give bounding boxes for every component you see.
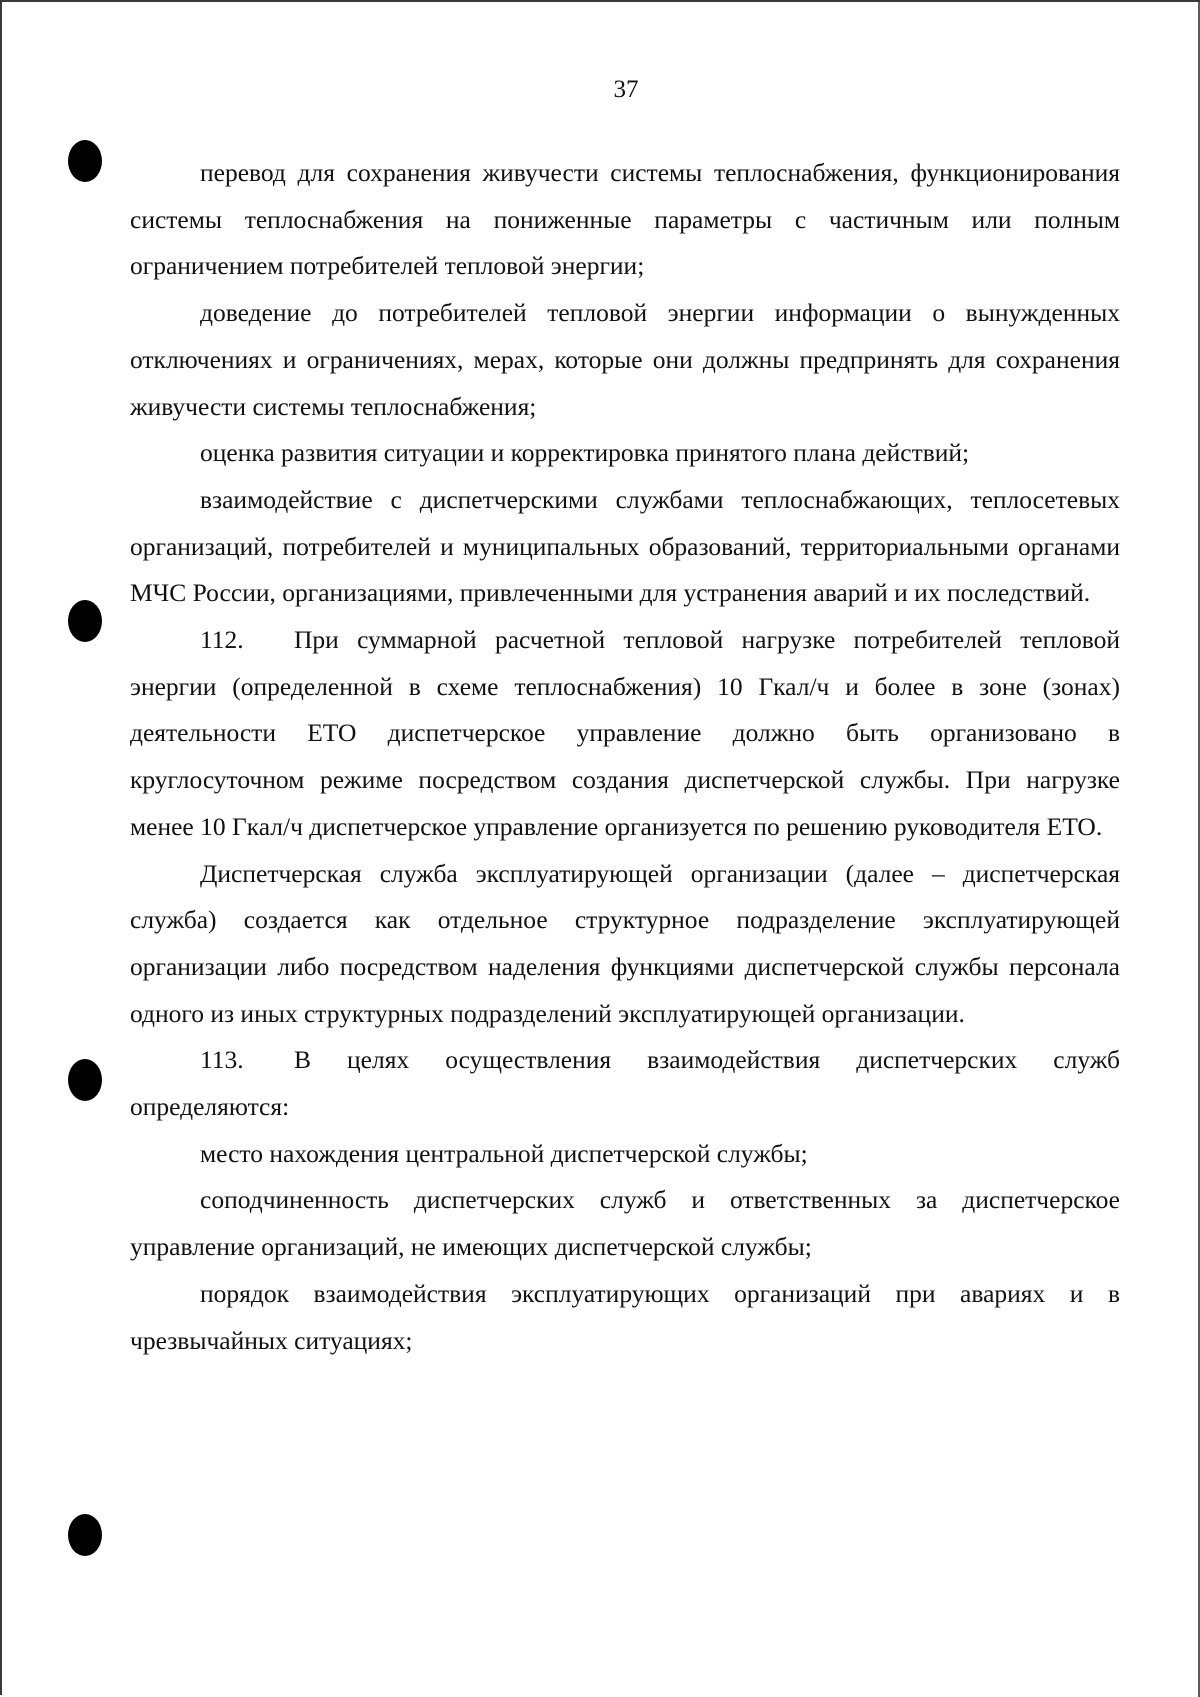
paragraph: перевод для сохранения живучести системы теплоснабжения, функционирования системы теплоснабжения на пониженные параметры с частичным или полным ограничением потребителей тепловой энергии; (130, 158, 1120, 281)
numbered-clause (130, 1037, 1120, 1130)
clause-text: При суммарной расчетной тепловой нагрузке потребителей тепловой энергии (определенной в схеме теплоснабжения) 10 Гкал/ч и более в зоне (зонах) деятельности ЕТО диспетчерское управление должно быть организовано в круглосуточном режиме посредством создания диспетчерской службы. При нагрузке менее 10 Гкал/ч диспетчерское управление организуется по решению руководителя ЕТО. (130, 625, 1120, 841)
paragraph: оценка развития ситуации и корректировка принятого плана действий; (200, 438, 970, 468)
punch-hole-mark (68, 140, 102, 182)
paragraph: доведение до потребителей тепловой энергии информации о вынужденных отключениях и ограничениях, мерах, которые они должны предпринять для сохранения живучести системы теплоснабжения; (130, 298, 1120, 421)
numbered-clause (130, 617, 1120, 851)
punch-hole-mark (68, 1514, 102, 1556)
paragraph: Диспетчерская служба эксплуатирующей организации (далее – диспетчерская служба) создается как отдельное структурное подразделение эксплуатирующей организации либо посредством наделения функциями диспетчерской службы персонала одного из иных структурных подразделений эксплуатирующей организации. (130, 858, 1120, 1028)
document-body (130, 150, 1120, 1364)
paragraph: место нахождения центральной диспетчерской службы; (200, 1138, 808, 1168)
clause-number: 113. (200, 1045, 244, 1075)
page-number: 37 (613, 76, 639, 103)
paragraph: соподчиненность диспетчерских служб и ответственных за диспетчерское управление организаций, не имеющих диспетчерской службы; (130, 1185, 1120, 1262)
clause-number: 112. (200, 625, 244, 655)
paragraph: взаимодействие с диспетчерскими службами теплоснабжающих, теплосетевых организаций, потребителей и муниципальных образований, территориальными органами МЧС России, организациями, привлеченными для устранения аварий и их последствий. (130, 484, 1120, 608)
paragraph: порядок взаимодействия эксплуатирующих организаций при авариях и в чрезвычайных ситуациях; (130, 1278, 1120, 1355)
punch-hole-mark (68, 600, 102, 642)
punch-hole-mark (68, 1059, 102, 1101)
clause-text: В целях осуществления взаимодействия диспетчерских служб определяются: (130, 1045, 1120, 1122)
